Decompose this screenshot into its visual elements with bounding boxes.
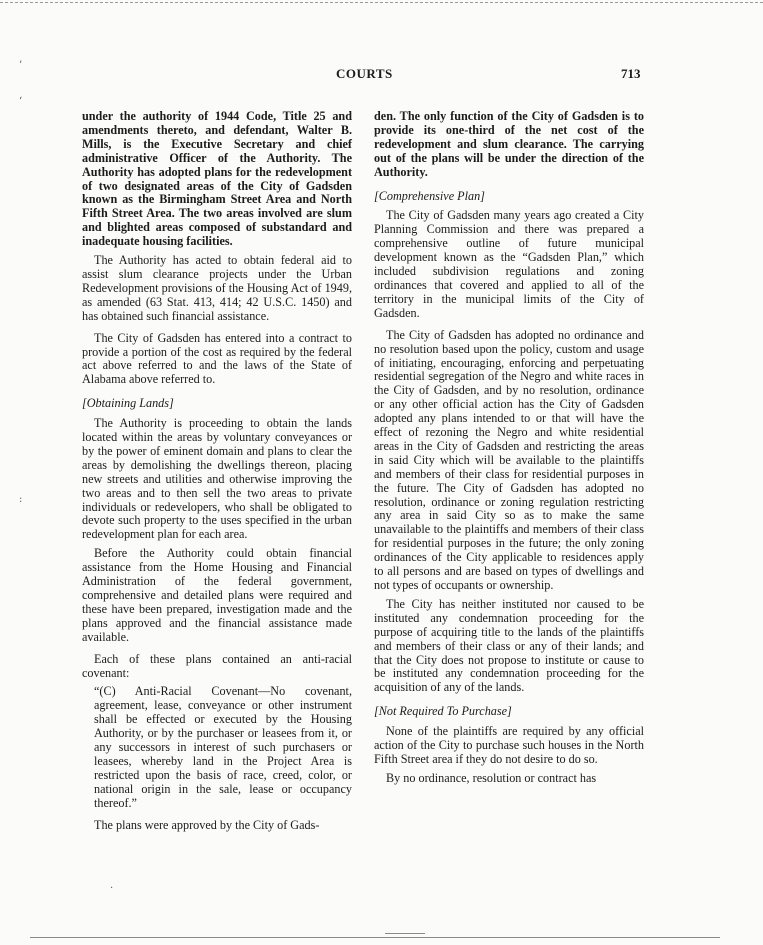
left-column [82, 110, 352, 838]
page-header [0, 66, 763, 86]
page-number: 713 [621, 66, 641, 81]
section-heading: [Obtaining Lands] [82, 396, 174, 411]
paragraph: Before the Authority could obtain financial assistance from the Home Housing and Financial Administration of the federal government, comprehensive and detailed plans were required and these have been prepared, investigation made and the plans approved and the financial assistance made available. [82, 546, 352, 644]
block-quote [82, 685, 352, 810]
paragraph: None of the plaintiffs are required by any official action of the City to purchase such houses in the North Fifth Street area if they do not desire to do so. [374, 724, 644, 766]
bottom-border-line [30, 937, 720, 938]
paragraph: The City of Gadsden has adopted no ordinance and no resolution based upon the policy, custom and usage of initiating, encouraging, enforcing and perpetuating residential segregation of the Negro and white races in the City of Gadsden, and by no resolution, ordinance or any other official action has the City of Gadsden adopted any plans intended to or that will have the effect of rezoning the Negro and white residential areas in the City of Gadsden and restricting the areas in said City which will be available to the plaintiffs and members of their class for residential purposes in the future. The City of Gadsden has adopted no resolution, ordinance or zoning regulation restricting any area in said City so as to make the same unavailable to the plaintiffs and members of their class for residential purposes in the future; the only zoning ordinances of the City applicable to residences apply to all persons and are based on types of dwellings and not types of occupants or ownership. [374, 327, 644, 592]
paragraph: Each of these plans contained an anti-racial covenant: [82, 651, 352, 680]
right-column [374, 110, 644, 791]
paragraph: The City of Gadsden has entered into a contract to provide a portion of the cost as required by the federal act above referred to and the laws of the State of Alabama above referred to. [82, 330, 352, 387]
paragraph: The City of Gadsden many years ago created a City Planning Commission and there was prepared a comprehensive outline of future municipal development known as the “Gadsden Plan,” which included subdivision regulations and zoning ordinances that covered and applied to all of the territory in the municipal limits of the City of Gadsden. [374, 208, 644, 320]
bottom-rule-fragment [385, 933, 425, 934]
section-heading: [Not Required To Purchase] [374, 704, 512, 719]
paragraph: By no ordinance, resolution or contract has [386, 770, 597, 785]
margin-mark: ‘ [19, 96, 23, 107]
paragraph: The Authority has acted to obtain federal aid to assist slum clearance projects under the Urban Redevelopment provisions of the Housing Act of 1949, as amended (63 Stat. 413, 414; 42 U.S.C. 1450) and has obtained such financial assistance. [82, 253, 352, 323]
top-border-line [0, 2, 763, 3]
paragraph: under the authority of 1944 Code, Title 25 and amendments thereto, and defendant, Walter B. Mills, is the Executive Secretary and chief administrative Officer of the Authority. The Authority has adopted plans for the redevelopment of two designated areas of the City of Gadsden known as the Birmingham Street Area and North Fifth Street Area. The two areas involved are slum and blighted areas composed of substandard and inadequate housing facilities. [82, 109, 352, 249]
paragraph: The Authority is proceeding to obtain the lands located within the areas by voluntary conveyances or by the power of eminent domain and plans to clear the areas by demolishing the dwellings thereon, placing new streets and utilities and otherwise improving the two areas and to then sell the two areas to private individuals or redevelopers, who shall be obligated to devote such property to the uses specified in the urban redevelopment plan for each area. [82, 416, 352, 542]
paragraph: The plans were approved by the City of Gads- [94, 817, 320, 832]
running-head: COURTS [336, 66, 393, 81]
margin-mark: . [110, 880, 114, 891]
margin-mark: ’ [19, 60, 23, 71]
paragraph: The City has neither instituted nor caused to be instituted any condemnation proceeding for the purpose of acquiring title to the lands of the plaintiffs and members of their class or any of their lands; and that the City does not propose to institute or cause to be instituted any condemnation proceeding for the acquisition of any of the lands. [374, 596, 644, 695]
margin-mark: : [19, 494, 23, 505]
quote-text: “(C) Anti-Racial Covenant—No covenant, agreement, lease, conveyance or other instrument shall be effected or executed by the Housing Authority, or by the purchaser or leasees from it, or any successors in interest of such purchasers or leasees, whereby land in the Project Area is restricted upon the basis of race, creed, color, or national origin in the sale, lease or occupancy thereof.” [94, 684, 352, 810]
section-heading: [Comprehensive Plan] [374, 188, 485, 203]
paragraph: den. The only function of the City of Gadsden is to provide its one-third of the net cost of the redevelopment and slum clearance. The carrying out of the plans will be under the direction of the Authority. [374, 109, 644, 179]
